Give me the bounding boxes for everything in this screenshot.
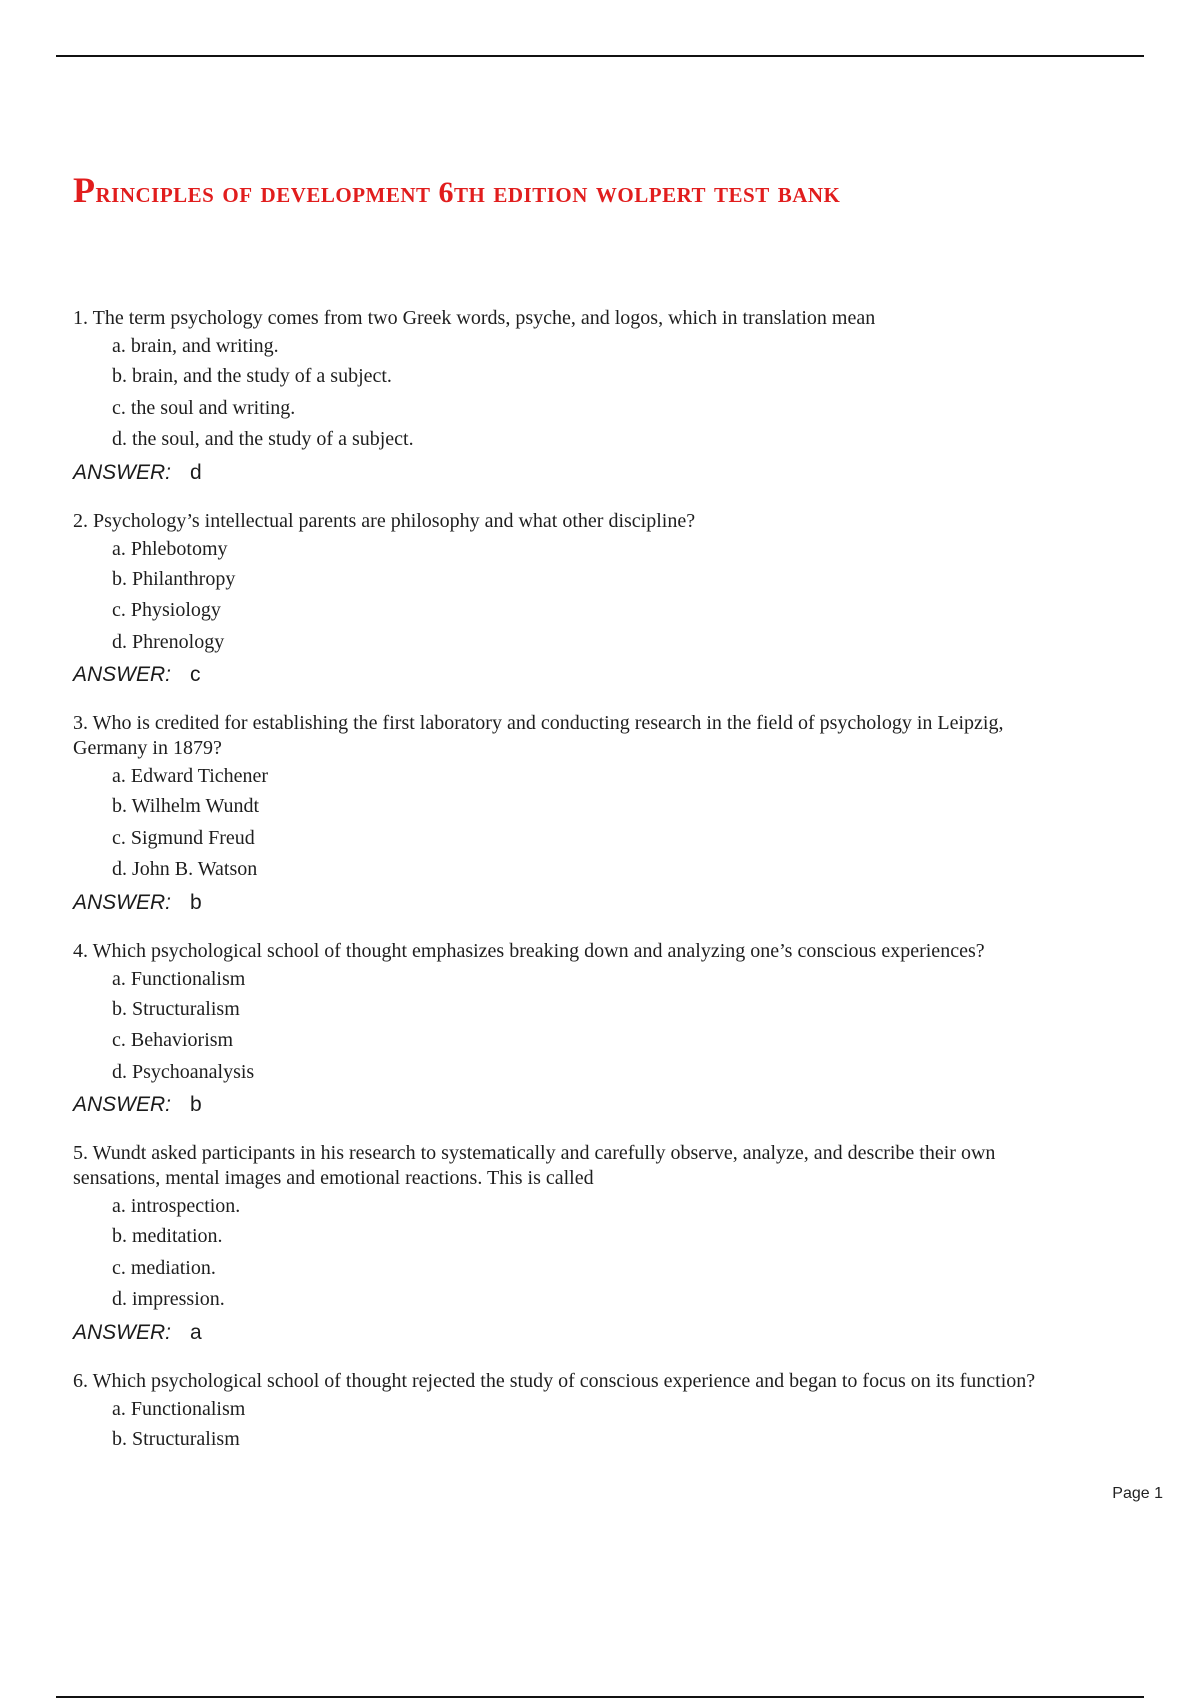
option-a: a. Functionalism bbox=[112, 967, 246, 990]
option-d: d. John B. Watson bbox=[112, 858, 258, 880]
option-b: b. Wilhelm Wundt bbox=[112, 795, 260, 817]
option-list bbox=[73, 966, 1163, 1089]
option-c: c. the soul and writing. bbox=[112, 396, 296, 419]
question-stem: 1. The term psychology comes from two Greek words, psyche, and logos, which in translation mean bbox=[73, 307, 876, 329]
question-5 bbox=[73, 1141, 1163, 1350]
option-a: a. Edward Tichener bbox=[112, 765, 269, 787]
question-stem: 4. Which psychological school of thought emphasizes breaking down and analyzing one’s conscious experiences? bbox=[73, 939, 985, 962]
option-b: b. meditation. bbox=[112, 1225, 223, 1247]
option-d: d. Phrenology bbox=[112, 630, 225, 653]
option-c: c. mediation. bbox=[112, 1256, 216, 1279]
answer-label: ANSWER: bbox=[73, 1320, 172, 1344]
question-stem: 6. Which psychological school of thought rejected the study of conscious experience and began to focus on its function? bbox=[73, 1369, 1036, 1392]
option-b: b. Structuralism bbox=[112, 997, 240, 1020]
option-a: a. Phlebotomy bbox=[112, 537, 228, 560]
answer-line bbox=[73, 456, 1163, 490]
option-list bbox=[73, 763, 1163, 886]
option-list bbox=[73, 333, 1163, 456]
option-a: a. introspection. bbox=[112, 1195, 241, 1217]
option-a: a. Functionalism bbox=[112, 1397, 246, 1420]
option-b: b. brain, and the study of a subject. bbox=[112, 365, 392, 387]
option-list bbox=[73, 1193, 1163, 1316]
answer-line bbox=[73, 658, 1163, 692]
answer-line bbox=[73, 886, 1163, 920]
question-2 bbox=[73, 509, 1163, 693]
option-b: b. Structuralism bbox=[112, 1427, 240, 1450]
option-c: c. Behaviorism bbox=[112, 1029, 234, 1051]
answer-line bbox=[73, 1088, 1163, 1122]
answer-line bbox=[73, 1316, 1163, 1350]
option-b: b. Philanthropy bbox=[112, 567, 236, 590]
option-d: d. Psychoanalysis bbox=[112, 1060, 255, 1083]
question-list bbox=[73, 306, 1163, 1474]
option-c: c. Sigmund Freud bbox=[112, 826, 255, 849]
top-rule bbox=[56, 55, 1144, 57]
page-number: Page 1 bbox=[1112, 1485, 1163, 1502]
bottom-rule bbox=[56, 1696, 1144, 1698]
question-1 bbox=[73, 306, 1163, 490]
option-d: d. the soul, and the study of a subject. bbox=[112, 428, 414, 450]
document-title: Principles of development 6th edition wolpert test bank bbox=[73, 170, 841, 210]
answer-value: d bbox=[190, 460, 202, 484]
answer-value: b bbox=[190, 1093, 202, 1116]
question-stem: 5. Wundt asked participants in his research to systematically and carefully observe, analyze, and describe their own sensations, mental images and emotional reactions. This is called bbox=[73, 1142, 996, 1189]
question-6 bbox=[73, 1369, 1163, 1456]
question-3 bbox=[73, 711, 1163, 920]
answer-label: ANSWER: bbox=[73, 890, 172, 914]
question-stem: 2. Psychology’s intellectual parents are philosophy and what other discipline? bbox=[73, 509, 696, 532]
question-4 bbox=[73, 939, 1163, 1123]
option-a: a. brain, and writing. bbox=[112, 335, 279, 357]
answer-value: b bbox=[190, 890, 202, 914]
answer-label: ANSWER: bbox=[73, 1093, 172, 1116]
option-list bbox=[73, 536, 1163, 659]
option-c: c. Physiology bbox=[112, 599, 221, 621]
option-d: d. impression. bbox=[112, 1288, 225, 1310]
answer-label: ANSWER: bbox=[73, 460, 172, 484]
answer-label: ANSWER: bbox=[73, 663, 172, 686]
question-stem: 3. Who is credited for establishing the first laboratory and conducting research in the field of psychology in Leipzig, Germany in 1879? bbox=[73, 712, 1004, 759]
answer-value: a bbox=[190, 1320, 202, 1344]
option-list bbox=[73, 1396, 1163, 1456]
answer-value: c bbox=[190, 663, 201, 686]
